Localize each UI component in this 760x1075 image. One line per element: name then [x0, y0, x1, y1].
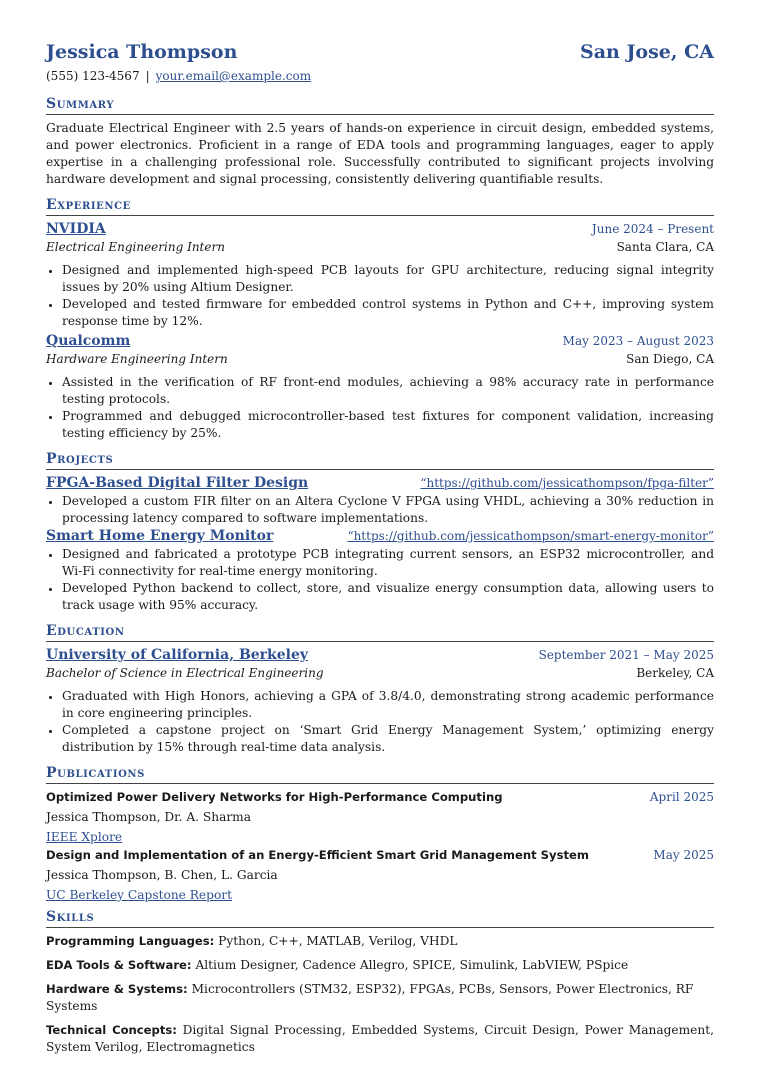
- candidate-name: Jessica Thompson: [46, 41, 238, 63]
- project-entry: [46, 474, 714, 527]
- skill-label: Hardware & Systems:: [46, 982, 188, 996]
- experience-location: Santa Clara, CA: [616, 240, 714, 254]
- publication-authors: Jessica Thompson, Dr. A. Sharma: [46, 810, 252, 824]
- skill-value: Microcontrollers (STM32, ESP32), FPGAs, PCBs, Sensors, Power Electronics, RF Systems: [46, 982, 694, 1013]
- experience-header-row: [46, 332, 714, 351]
- skill-label: EDA Tools & Software:: [46, 958, 192, 972]
- education-degree-row: [46, 665, 714, 682]
- project-entry: [46, 527, 714, 614]
- section-title-experience: Experience: [46, 196, 714, 216]
- school-link[interactable]: University of California, Berkeley: [46, 647, 309, 663]
- bullet-item: • Completed a capstone project on ‘Smart Grid Energy Management System,’ optimizing energy distribution by 15% through real-time data analysis.: [62, 722, 714, 756]
- publication-title: Optimized Power Delivery Networks for High-Performance Computing: [46, 790, 503, 804]
- section-title-education: Education: [46, 622, 714, 642]
- education-entry: [46, 646, 714, 756]
- publication-header-row: [46, 847, 714, 864]
- experience-entry: [46, 220, 714, 330]
- publication-date: April 2025: [649, 790, 714, 804]
- project-title-link[interactable]: Smart Home Energy Monitor: [46, 528, 274, 544]
- bullet-item: • Graduated with High Honors, achieving a GPA of 3.8/4.0, demonstrating strong academic performance in core engineering principles.: [62, 688, 714, 722]
- experience-entry: [46, 332, 714, 442]
- bullet-item: • Designed and implemented high-speed PCB layouts for GPU architecture, reducing signal integrity issues by 20% using Altium Designer.: [62, 262, 714, 296]
- publication-entry: [46, 847, 714, 904]
- skill-value: Digital Signal Processing, Embedded Systems, Circuit Design, Power Management, System Verilog, Electromagnetics: [46, 1023, 715, 1054]
- publication-venue: [46, 887, 714, 904]
- contact-separator: |: [145, 69, 150, 83]
- section-title-summary: Summary: [46, 95, 714, 115]
- skill-value: Python, C++, MATLAB, Verilog, VHDL: [218, 934, 458, 948]
- skill-label: Programming Languages:: [46, 934, 215, 948]
- contact-line: [46, 68, 714, 85]
- education-location: Berkeley, CA: [636, 666, 714, 680]
- publication-authors: Jessica Thompson, B. Chen, L. Garcia: [46, 868, 278, 882]
- experience-header-row: [46, 220, 714, 239]
- bullet-item: • Programmed and debugged microcontroller-based test fixtures for component validation, increasing testing efficiency by 25%.: [62, 408, 714, 442]
- skill-label: Technical Concepts:: [46, 1023, 177, 1037]
- section-title-projects: Projects: [46, 450, 714, 470]
- summary-text: Graduate Electrical Engineer with 2.5 years of hands-on experience in circuit design, embedded systems, and power electronics. Proficient in a range of EDA tools and programming languages, eager to apply expertise in a challenging professional role. Successfully contributed to significant projects involving hardware development and signal processing, consistently delivering quantifiable results.: [46, 121, 714, 186]
- education-dates: September 2021 – May 2025: [538, 648, 714, 662]
- bullet-item: • Designed and fabricated a prototype PCB integrating current sensors, an ESP32 microcontroller, and Wi-Fi connectivity for real-time energy monitoring.: [62, 546, 714, 580]
- project-bullets: [46, 493, 714, 527]
- experience-role: Hardware Engineering Intern: [46, 352, 228, 366]
- publication-venue-link[interactable]: UC Berkeley Capstone Report: [46, 888, 233, 902]
- section-title-skills: Skills: [46, 908, 714, 928]
- publication-title: Design and Implementation of an Energy-Efficient Smart Grid Management System: [46, 848, 589, 862]
- candidate-location: San Jose, CA: [579, 41, 714, 63]
- experience-bullets: [46, 262, 714, 330]
- publication-venue-link[interactable]: IEEE Xplore: [46, 830, 123, 844]
- company-link[interactable]: Qualcomm: [46, 333, 131, 349]
- publication-date: May 2025: [653, 848, 714, 862]
- skill-row: [46, 957, 714, 974]
- publication-header-row: [46, 789, 714, 806]
- publication-venue: [46, 829, 714, 846]
- skill-row: [46, 933, 714, 950]
- experience-role-row: [46, 351, 714, 368]
- degree-name: Bachelor of Science in Electrical Engineering: [46, 666, 324, 680]
- experience-dates: June 2024 – Present: [591, 222, 714, 236]
- section-title-publications: Publications: [46, 764, 714, 784]
- publication-entry: [46, 789, 714, 846]
- experience-bullets: [46, 374, 714, 442]
- project-header-row: [46, 527, 714, 546]
- experience-dates: May 2023 – August 2023: [562, 334, 714, 348]
- experience-role-row: [46, 239, 714, 256]
- bullet-item: • Developed Python backend to collect, store, and visualize energy consumption data, allowing users to track usage with 95% accuracy.: [62, 580, 714, 614]
- education-header-row: [46, 646, 714, 665]
- bullet-item: • Assisted in the verification of RF front-end modules, achieving a 98% accuracy rate in performance testing protocols.: [62, 374, 714, 408]
- skill-row: [46, 1022, 714, 1056]
- skill-value: Altium Designer, Cadence Allegro, SPICE, Simulink, LabVIEW, PSpice: [195, 958, 629, 972]
- project-bullets: [46, 546, 714, 614]
- experience-location: San Diego, CA: [626, 352, 714, 366]
- education-bullets: [46, 688, 714, 756]
- experience-role: Electrical Engineering Intern: [46, 240, 225, 254]
- project-repo-link[interactable]: “https://github.com/jessicathompson/fpga-filter”: [420, 476, 714, 490]
- email-link[interactable]: your.email@example.com: [155, 69, 312, 83]
- skill-row: [46, 981, 714, 1015]
- company-link[interactable]: NVIDIA: [46, 221, 106, 237]
- bullet-item: • Developed and tested firmware for embedded control systems in Python and C++, improving system response time by 12%.: [62, 296, 714, 330]
- project-repo-link[interactable]: “https://github.com/jessicathompson/smart-energy-monitor”: [347, 529, 714, 543]
- project-title-link[interactable]: FPGA-Based Digital Filter Design: [46, 475, 309, 491]
- phone-number: (555) 123-4567: [46, 69, 140, 83]
- resume-header: [46, 40, 714, 64]
- bullet-item: • Developed a custom FIR filter on an Altera Cyclone V FPGA using VHDL, achieving a 30% reduction in processing latency compared to software implementations.: [62, 493, 714, 527]
- project-header-row: [46, 474, 714, 493]
